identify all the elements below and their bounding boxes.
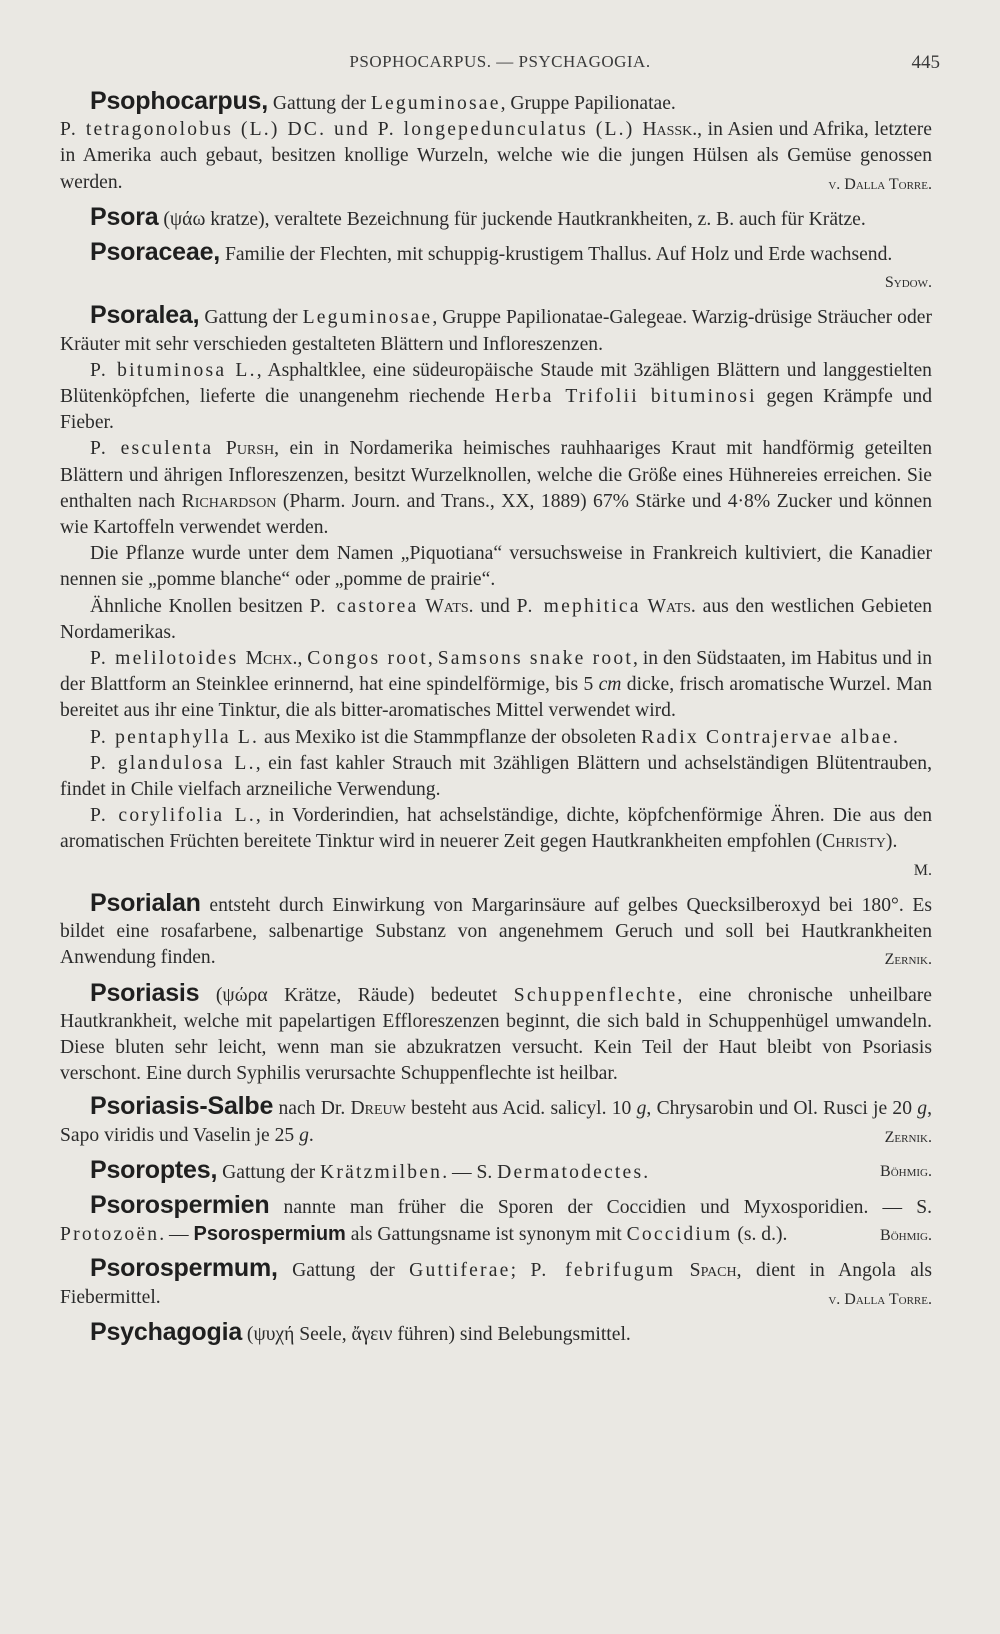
entry-psoroptes: Psoroptes, Gattung der Krätzmilben. — S. Dermatodectes. Böhmig. — [90, 1155, 932, 1184]
author-signature: v. Dalla Torre. — [828, 175, 932, 193]
author-signature: Böhmig. — [880, 1162, 932, 1180]
entry-psophocarpus: Psophocarpus, Gattung der Leguminosae, Gruppe Papilionatae. P. tetragonolobus (L.) DC. und P. longepedunculatus (L.) Hassk., in Asien und Afrika, letztere in Amerika auch gebaut, besitzen knollige Wurzeln, welche wie die jungen Hülsen als Gemüse genossen werden. v. Dalla Torre. — [60, 88, 932, 198]
headword: Psoroptes, — [90, 1155, 218, 1184]
author-signature: Zernik. — [884, 951, 932, 969]
headword: Psychagogia — [90, 1317, 243, 1346]
page-number: 445 — [911, 52, 940, 73]
headword: Psorospermum, — [90, 1254, 278, 1283]
entry-psorospermum: Psorospermum, Gattung der Guttiferae; P. febrifugum Spach, dient in Angola als Fiebermittel. v. Dalla Torre. — [60, 1255, 932, 1312]
entry-psorospermien: Psorospermien nannte man früher die Sporen der Coccidien und Myxosporidien. — S. Protozoën. — Psorospermium als Gattungsname ist synonym mit Coccidium (s. d.). Böhmig. — [60, 1192, 932, 1249]
headword: Psorospermien — [90, 1190, 270, 1219]
running-head — [60, 52, 940, 80]
headword: Psoriasis — [90, 978, 200, 1007]
dictionary-column — [60, 88, 932, 1348]
entry-psorialan: Psorialan entsteht durch Einwirkung von Margarinsäure auf gelbes Quecksilberoxyd bei 180°. Es bildet eine rosafarbene, salbenartige Substanz von angenehmem Geruch und soll bei Hautkrankheiten Anwendung finden. Zernik. — [60, 890, 932, 974]
headword: Psoralea, — [90, 301, 200, 330]
author-signature: M. — [913, 861, 932, 879]
headword: Psophocarpus, — [90, 87, 268, 115]
author-signature: Böhmig. — [880, 1227, 932, 1245]
author-signature: v. Dalla Torre. — [828, 1290, 932, 1308]
inline-headword: Psorospermium — [193, 1223, 346, 1246]
entry-psychagogia: Psychagogia (ψυχή Seele, ἄγειν führen) sind Belebungsmittel. — [90, 1317, 631, 1346]
author-signature: Sydow. — [884, 274, 932, 292]
author-signature: Zernik. — [884, 1128, 932, 1146]
entry-psora: Psora (ψάω kratze), veraltete Bezeichnung für juckende Hautkrankheiten, z. B. auch für Krätze. — [90, 202, 866, 231]
entry-psoralea: Psoralea, Gattung der Leguminosae, Gruppe Papilionatae-Galegeae. Warzig-drüsige Sträucher oder Kräuter mit sehr verschieden gestalteten Blättern und Infloreszenzen. P. bituminosa L., Asphaltklee, eine südeuropäische Staude mit 3zähligen Blättern und langgestielten Blütenköpfchen, lieferte die unangenehm riechende Herba Trifolii bituminosi gegen Krämpfe und Fieber. P. esculenta Pursh, ein in Nordamerika heimisches rauhhaariges Kraut mit handförmig geteilten Blättern und ährigen Infloreszenzen, besitzt Wurzelknollen, welche die Größe eines Hühnereies erreichen. Sie enthalten nach Richardson (Pharm. Journ. and Trans., XX, 1889) 67% Stärke und 4·8% Zucker und können wie Kartoffeln verwendet werden. Die Pflanze wurde unter dem Namen „Piquotiana“ versuchsweise in Frankreich kultiviert, die Kanadier nennen sie „pomme blanche“ oder „pomme de prairie“. Ähnliche Knollen besitzen P. castorea Wats. und P. mephitica Wats. aus den westlichen Gebieten Nordamerikas. P. melilotoides Mchx., Congos root, Samsons snake root, in den Südstaaten, im Habitus und in der Blattform an Steinklee erinnernd, hat eine spindelförmige, bis 5 cm dicke, frisch aromatische Wurzel. Man bereitet aus ihr eine Tinktur, die als bitter-aromatisches Mittel verwendet wird. P. pentaphylla L. aus Mexiko ist die Stammpflanze der obsoleten Radix Contrajervae albae. P. glandulosa L., ein fast kahler Strauch mit 3zähligen Blättern und achselständigen Blütentrauben, findet in Chile vielfach arzneiliche Verwendung. P. corylifolia L., in Vorderindien, hat achselständige, dichte, köpfchenförmige Ähren. Die aus den aromatischen Früchten bereitete Tinktur wird in neuerer Zeit gegen Hautkrankheiten empfohlen (Christy). M. — [60, 302, 932, 883]
headword: Psoraceae, — [90, 238, 221, 267]
running-head-title: PSOPHOCARPUS. — PSYCHAGOGIA. — [349, 52, 651, 71]
entry-psoriasis: Psoriasis (ψώρα Krätze, Räude) bedeutet Schuppenflechte, eine chronische unheilbare Hautkrankheit, welche mit papelartigen Effloreszenzen beginnt, die sich bald in Schuppenhügel umwandeln. Diese bluten sehr leicht, wenn man sie abzukratzen versucht. Kein Teil der Haut bleibt von Psoriasis verschont. Eine durch Syphilis verursachte Schuppenflechte ist heilbar. — [60, 978, 932, 1085]
headword: Psorialan — [90, 888, 201, 917]
headword: Psoriasis-Salbe — [90, 1092, 274, 1121]
headword: Psora — [90, 202, 159, 231]
entry-psoraceae: Psoraceae, Familie der Flechten, mit schuppig-krustigem Thallus. Auf Holz und Erde wachsend. Sydow. — [60, 239, 932, 296]
entry-psoriasis-salbe: Psoriasis-Salbe nach Dr. Dreuw besteht aus Acid. salicyl. 10 g, Chrysarobin und Ol. Rusci je 20 g, Sapo viridis und Vaselin je 25 g. Zernik. — [60, 1093, 932, 1150]
